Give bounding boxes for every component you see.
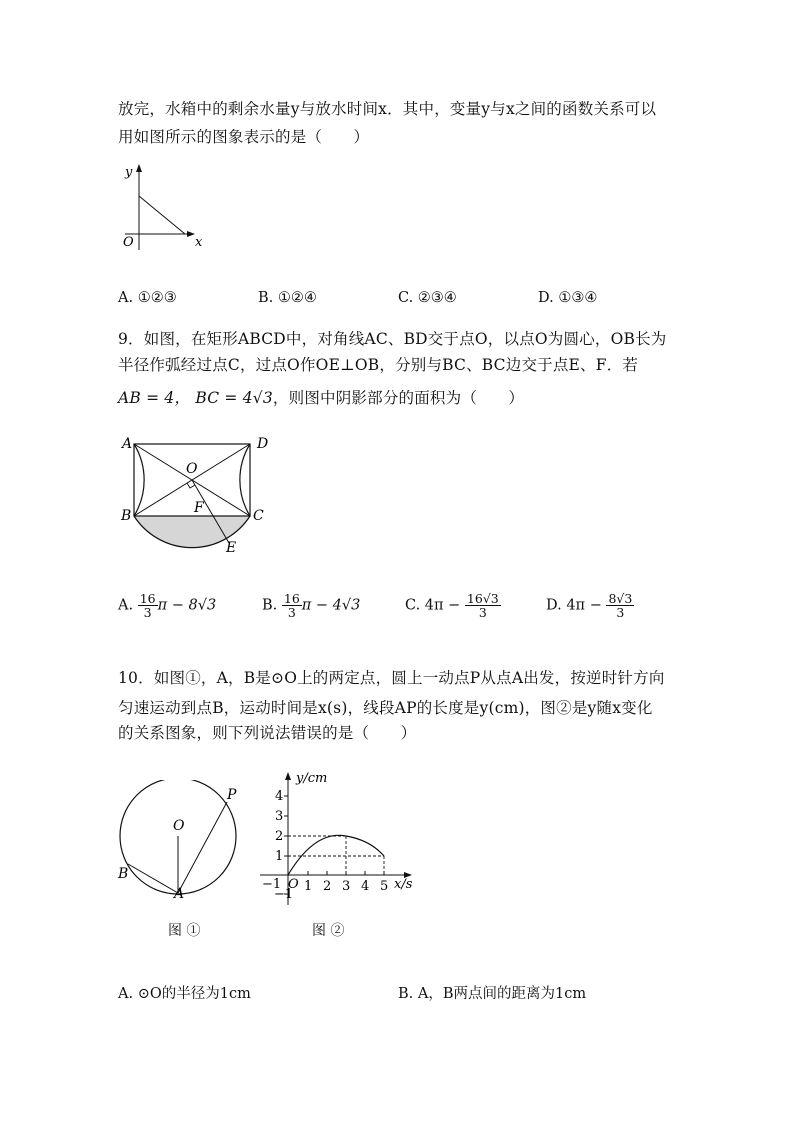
q9-label-o: O xyxy=(186,461,198,477)
q10-option-a[interactable]: A. ⊙O的半径为1cm xyxy=(118,986,251,1002)
q8-y-arrow xyxy=(136,164,142,172)
q8-y-label: y xyxy=(125,165,133,180)
q10-figure1-caption: 图 ① xyxy=(168,923,201,939)
q10-ylabel: y/cm xyxy=(296,771,328,786)
q10-figure2 xyxy=(250,770,420,910)
q9-option-a[interactable]: A. $\frac{16}{3}$ π − 8√3 xyxy=(118,591,217,620)
q9-left-arc xyxy=(134,444,144,516)
q10-ylabel-2: 2 xyxy=(275,829,284,844)
q9-right-arc xyxy=(240,444,250,516)
q9-label-f: F xyxy=(194,500,204,516)
q10-label-b: B xyxy=(118,866,129,882)
q8-x-arrow xyxy=(187,231,195,237)
q10-xlabel-4: 4 xyxy=(361,879,370,894)
q10-label-o: O xyxy=(173,818,185,834)
q10-xlabel-1: 1 xyxy=(304,879,313,894)
q8-option-b[interactable]: B. ①②④ xyxy=(258,290,317,306)
q8-line2: 用如图所示的图象表示的是（ ） xyxy=(118,128,370,146)
q10-xlabel-neg1: −1 xyxy=(262,877,282,892)
q10-ylabel-1: 1 xyxy=(275,849,284,864)
q8-option-a[interactable]: A. ①②③ xyxy=(118,290,177,306)
q9-line2: 半径作弧经过点C，过点O作OE⊥OB，分别与BC、BC边交于点E、F．若 xyxy=(118,356,639,374)
q8-graph xyxy=(115,160,215,255)
q9-line1: 9．如图，在矩形ABCD中，对角线AC、BD交于点O，以点O为圆心，OB长为 xyxy=(118,330,667,348)
q10-label-p: P xyxy=(227,787,237,803)
q9-line3-rest: ，则图中阴影部分的面积为（ ） xyxy=(272,389,525,407)
q10-origin: O xyxy=(288,877,299,892)
q9-label-a: A xyxy=(122,436,133,452)
q10-ylabel-4: 4 xyxy=(275,789,284,804)
q9-label-c: C xyxy=(253,508,264,524)
q10-xlabel-5: 5 xyxy=(380,879,389,894)
q9-label-e: E xyxy=(226,540,237,556)
q10-line1: 10．如图①，A，B是⊙O上的两定点，圆上一动点P从点A出发，按逆时针方向 xyxy=(118,669,665,687)
q10-y-arrow xyxy=(285,772,291,780)
q8-origin-label: O xyxy=(123,235,134,250)
q10-chord-ap xyxy=(178,802,227,893)
q9-ab-value: AB = 4， xyxy=(118,389,191,407)
q10-curve xyxy=(288,835,384,875)
q10-xlabel-2: 2 xyxy=(323,879,332,894)
q9-option-d[interactable]: D. 4π − $\frac{8√3}{3}$ xyxy=(546,591,633,620)
q9-bc-value: BC = 4√3 xyxy=(195,389,273,407)
q9-label-d: D xyxy=(257,436,269,452)
q9-line3 xyxy=(118,386,524,408)
q10-figure1 xyxy=(110,780,250,900)
q10-figure2-caption: 图 ② xyxy=(312,923,345,939)
q9-figure xyxy=(112,430,282,560)
q8-x-label: x xyxy=(195,235,203,250)
q8-option-c[interactable]: C. ②③④ xyxy=(398,290,457,306)
q10-line2: 匀速运动到点B，运动时间是x(s)，线段AP的长度是y(cm)，图②是y随x变化 xyxy=(118,699,653,717)
q10-option-b[interactable]: B. A，B两点间的距离为1cm xyxy=(398,986,587,1002)
q10-line3: 的关系图象，则下列说法错误的是（ ） xyxy=(118,724,417,742)
q10-ylabel-3: 3 xyxy=(275,809,284,824)
q10-label-a: A xyxy=(174,886,185,900)
q10-ylabel-neg1: −1 xyxy=(274,887,294,902)
q8-function-line xyxy=(139,196,185,234)
q9-option-c[interactable]: C. 4π − $\frac{16√3}{3}$ xyxy=(405,591,499,620)
q9-label-b: B xyxy=(121,508,132,524)
q9-option-b[interactable]: B. $\frac{16}{3}$ π − 4√3 xyxy=(262,591,361,620)
q10-xlabel-3: 3 xyxy=(342,879,351,894)
q8-option-d[interactable]: D. ①③④ xyxy=(538,290,598,306)
q8-line1: 放完，水箱中的剩余水量y与放水时间x．其中，变量y与x之间的函数关系可以 xyxy=(118,100,657,118)
q10-xlabel: x/s xyxy=(394,877,413,892)
